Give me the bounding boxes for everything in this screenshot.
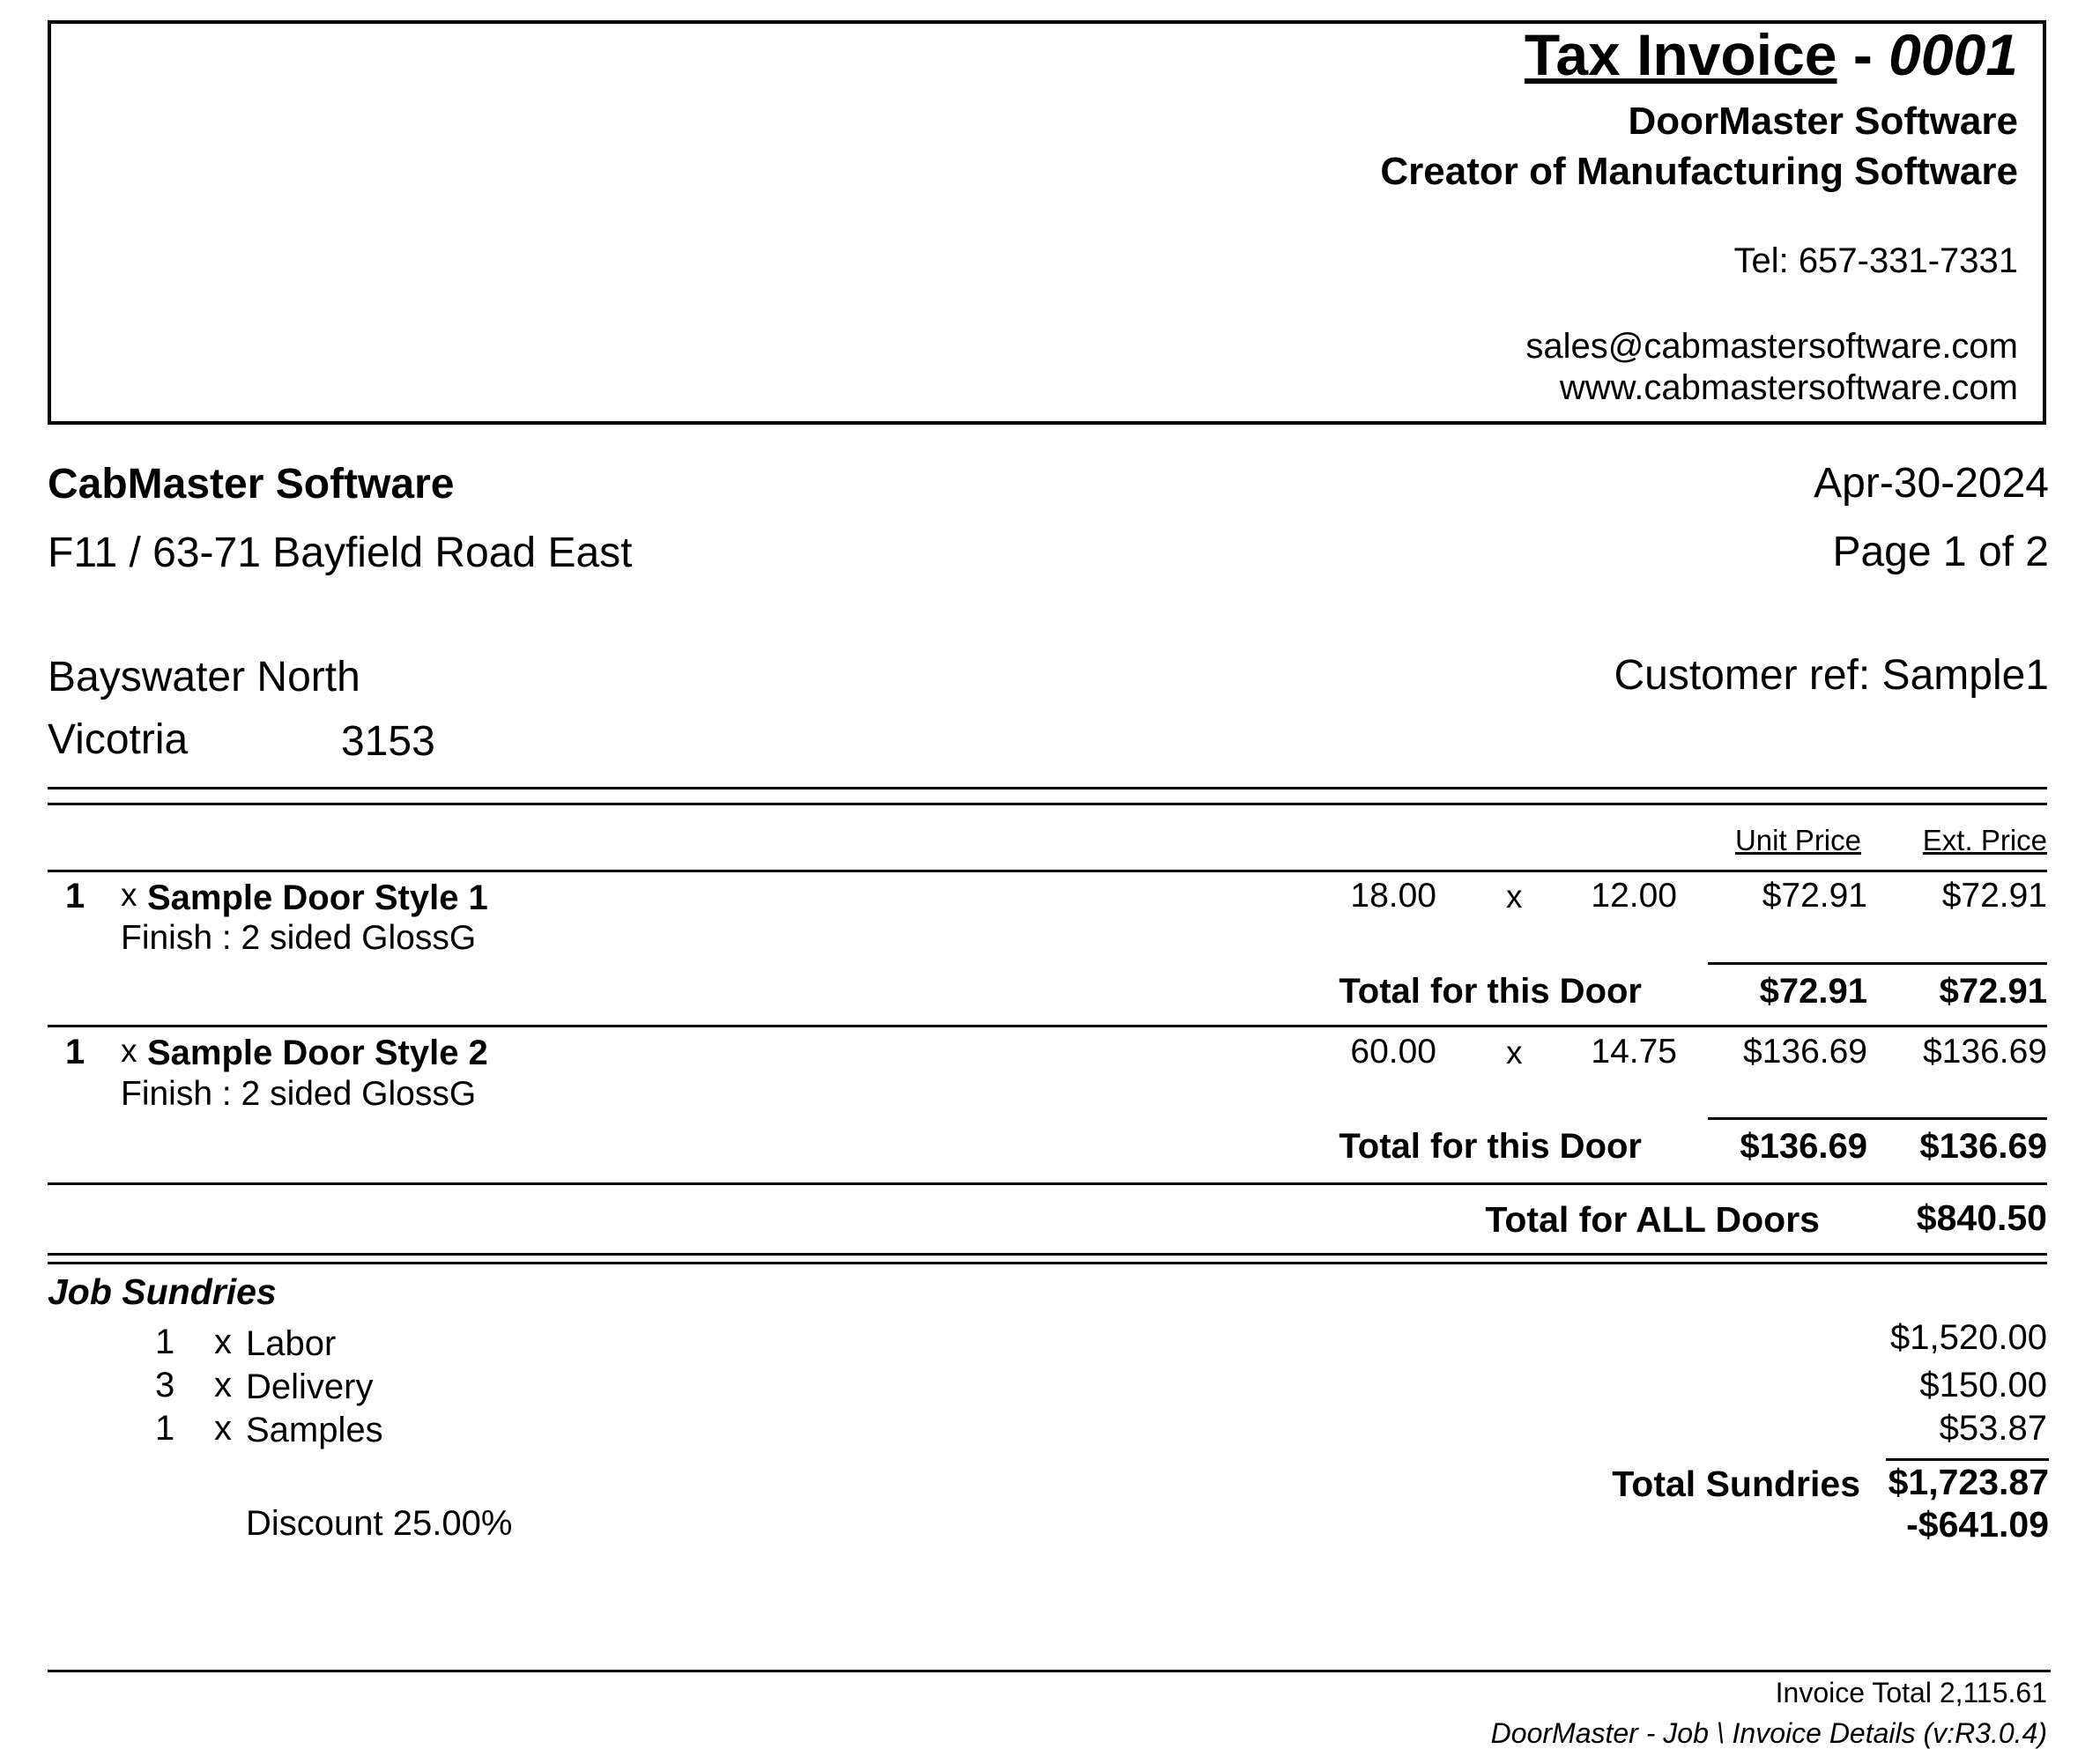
door-total-ext: $136.69 xyxy=(1919,1127,2047,1166)
company-tagline: Creator of Manufacturing Software xyxy=(1380,150,2018,193)
invoice-number: 0001 xyxy=(1889,22,2018,87)
sundries-total-value: $1,723.87 xyxy=(1888,1462,2049,1502)
item-dimension-height: 18.00 xyxy=(1350,877,1436,915)
sundry-quantity: 3 xyxy=(155,1366,175,1404)
subtotal-rule xyxy=(1886,1458,2049,1461)
company-website: www.cabmastersoftware.com xyxy=(1559,368,2018,407)
item-multiplier: x xyxy=(121,877,137,913)
door-total-label: Total for this Door xyxy=(1339,972,1642,1011)
invoice-title: Tax Invoice xyxy=(1524,22,1837,87)
divider xyxy=(48,1262,2047,1264)
customer-address: F11 / 63-71 Bayfield Road East xyxy=(48,530,633,576)
sundry-price: $53.87 xyxy=(1939,1409,2047,1448)
company-phone: Tel: 657-331-7331 xyxy=(1733,241,2018,280)
sundry-name: Labor xyxy=(246,1324,337,1363)
customer-name: CabMaster Software xyxy=(48,461,455,508)
item-dimension-times: x xyxy=(1506,878,1523,915)
divider xyxy=(48,1253,2047,1256)
item-unit-price: $72.91 xyxy=(1762,877,1867,915)
item-finish: Finish : 2 sided GlossG xyxy=(121,1075,477,1113)
discount-value: -$641.09 xyxy=(1906,1504,2049,1545)
item-dimension-times: x xyxy=(1506,1034,1523,1071)
item-multiplier: x xyxy=(121,1033,137,1069)
subtotal-rule xyxy=(1708,1117,2047,1120)
sundry-quantity: 1 xyxy=(155,1409,175,1448)
customer-state: Vicotria xyxy=(48,716,189,763)
item-ext-price: $72.91 xyxy=(1941,877,2047,915)
door-total-label: Total for this Door xyxy=(1339,1127,1642,1166)
divider xyxy=(48,870,2047,872)
divider xyxy=(48,1182,2047,1185)
customer-suburb: Bayswater North xyxy=(48,654,360,700)
subtotal-rule xyxy=(1708,962,2047,965)
column-header-unit-price: Unit Price xyxy=(1734,824,1861,856)
item-finish: Finish : 2 sided GlossG xyxy=(121,919,477,957)
door-total-ext: $72.91 xyxy=(1939,972,2047,1011)
customer-postcode: 3153 xyxy=(341,718,435,765)
page-number: Page 1 of 2 xyxy=(1832,529,2049,575)
all-doors-total-value: $840.50 xyxy=(1916,1197,2047,1238)
item-name: Sample Door Style 1 xyxy=(147,878,488,917)
sundry-name: Delivery xyxy=(246,1367,374,1406)
invoice-title-separator: - xyxy=(1852,22,1873,87)
invoice-date: Apr-30-2024 xyxy=(1814,460,2049,507)
invoice-title-line xyxy=(1525,19,2018,90)
sundries-total-label: Total Sundries xyxy=(1612,1464,1860,1504)
sundry-multiplier: x xyxy=(214,1409,232,1448)
all-doors-total-label: Total for ALL Doors xyxy=(1485,1199,1820,1240)
item-dimension-width: 12.00 xyxy=(1591,877,1677,915)
sundries-heading: Job Sundries xyxy=(48,1271,277,1312)
divider xyxy=(48,787,2047,789)
sundry-multiplier: x xyxy=(214,1366,232,1404)
company-email: sales@cabmastersoftware.com xyxy=(1525,327,2018,366)
door-total-unit: $72.91 xyxy=(1759,972,1867,1011)
software-reference: DoorMaster - Job \ Invoice Details (v:R3.0.4) xyxy=(1490,1717,2047,1749)
sundry-price: $150.00 xyxy=(1919,1366,2047,1404)
door-total-unit: $136.69 xyxy=(1740,1127,1867,1166)
divider xyxy=(48,803,2047,805)
customer-reference: Customer ref: Sample1 xyxy=(1614,652,2049,699)
footer-rule xyxy=(48,1670,2051,1672)
discount-label: Discount 25.00% xyxy=(246,1504,513,1543)
sundry-quantity: 1 xyxy=(155,1323,175,1361)
sundry-name: Samples xyxy=(246,1411,383,1449)
item-quantity: 1 xyxy=(65,1033,85,1071)
divider xyxy=(48,1025,2047,1027)
item-ext-price: $136.69 xyxy=(1923,1033,2047,1071)
item-quantity: 1 xyxy=(65,877,85,915)
company-name: DoorMaster Software xyxy=(1628,100,2018,143)
invoice-total: Invoice Total 2,115.61 xyxy=(1775,1677,2047,1708)
sundry-multiplier: x xyxy=(214,1323,232,1361)
sundry-price: $1,520.00 xyxy=(1890,1318,2047,1357)
column-header-ext-price: Ext. Price xyxy=(1922,824,2047,856)
item-dimension-height: 60.00 xyxy=(1350,1033,1436,1071)
item-name: Sample Door Style 2 xyxy=(147,1034,488,1072)
item-unit-price: $136.69 xyxy=(1743,1033,1867,1071)
item-dimension-width: 14.75 xyxy=(1591,1033,1677,1071)
